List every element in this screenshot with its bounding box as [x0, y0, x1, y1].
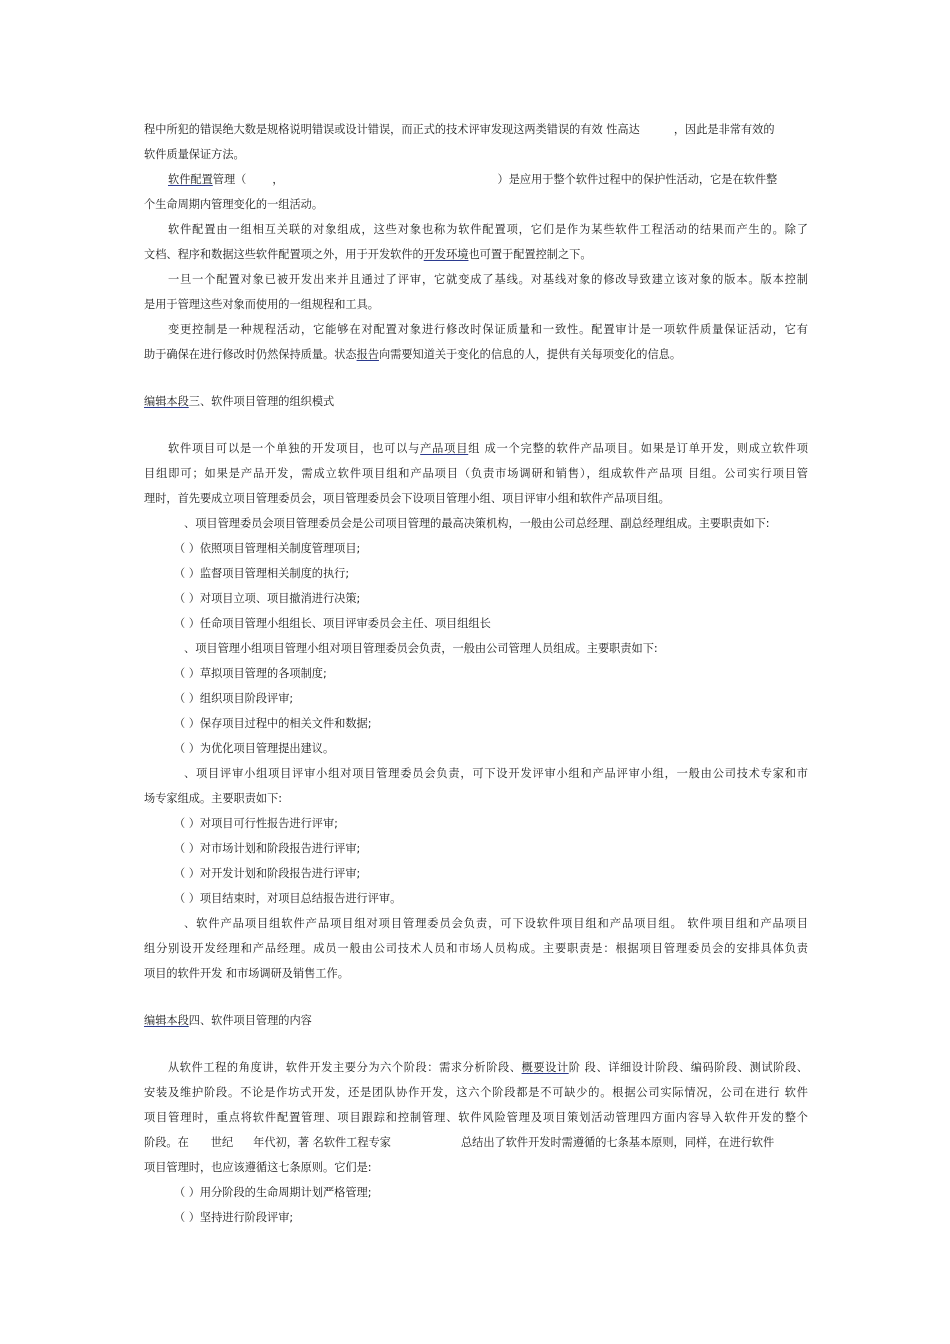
text-run: ，因此是非常有效的 — [673, 123, 775, 136]
list-item: （ ）项目结束时，对项目总结报告进行评审。 — [174, 892, 402, 905]
list-item: （ ）组织项目阶段评审; — [174, 692, 294, 705]
text-run: 助于确保在进行修改时仍然保持质量。状态 — [144, 348, 357, 361]
list-item: （ ）任命项目管理小组组长、项目评审委员会主任、项目组组长 — [174, 617, 491, 630]
paragraph-line — [168, 1060, 808, 1076]
text-run: 总结出了软件开发时需遵循的七条基本原则，同样，在进行软件 — [460, 1136, 775, 1149]
list-item: （ ）对项目立项、项目撤消进行决策; — [174, 592, 361, 605]
paragraph-line: 组分别设开发经理和产品经理。成员一般由公司技术人员和市场人员构成。主要职责是：根据项目管理委员会的安排具体负责 — [144, 942, 808, 955]
list-item: （ ）保存项目过程中的相关文件和数据; — [174, 717, 372, 730]
section-title: 四、软件项目管理的内容 — [188, 1014, 312, 1027]
text-run: 文档、程序和数据这些软件配置项之外，用于开发软件的 — [144, 248, 424, 261]
text-run: ）是应用于整个软件过程中的保护性活动，它是在软件整 — [497, 173, 778, 186]
text-run: 阶 段、详细设计阶段、编码阶段、测试阶段、 — [568, 1061, 808, 1074]
paragraph-line: 项目管理时，重点将软件配置管理、项目跟踪和控制管理、软件风险管理及项目策划活动管理四方面内容导入软件开发的整个 — [144, 1111, 808, 1124]
paragraph-line: 场专家组成。主要职责如下: — [144, 792, 283, 805]
subsection-heading: 、项目管理小组项目管理小组对项目管理委员会负责，一般由公司管理人员组成。主要职责如下: — [184, 642, 658, 655]
list-item: （ ）监督项目管理相关制度的执行; — [174, 567, 350, 580]
edit-section-link[interactable]: 编辑本段 — [144, 395, 189, 408]
paragraph-line — [144, 347, 808, 363]
paragraph-line — [168, 172, 808, 188]
paragraph-line: 项目管理时，也应该遵循这七条原则。它们是: — [144, 1161, 372, 1174]
text-run: 从软件工程的角度讲，软件开发主要分为六个阶段：需求分析阶段、 — [168, 1061, 522, 1074]
list-item: （ ）坚持进行阶段评审; — [174, 1211, 294, 1224]
text-run: 也可置于配置控制之下。 — [468, 248, 592, 261]
paragraph-line — [168, 441, 808, 457]
outline-design-link[interactable]: 概要设计 — [521, 1061, 569, 1074]
paragraph-line: 安装及维护阶段。不论是作坊式开发，还是团队协作开发，这六个阶段都是不可缺少的。根据公司实际情况，公司在进行 软件 — [144, 1086, 808, 1099]
text-run: 程中所犯的错误绝大数是规格说明错误或设计错误，而正式的技术评审发现这两类错误的有效 性高达 — [144, 123, 640, 136]
subsection-heading: 、项目管理委员会项目管理委员会是公司项目管理的最高决策机构，一般由公司总经理、副总经理组成。主要职责如下: — [184, 517, 770, 530]
list-item: （ ）对市场计划和阶段报告进行评审; — [174, 842, 361, 855]
section-title: 三、软件项目管理的组织模式 — [188, 395, 335, 408]
text-run: ， — [272, 173, 284, 186]
section-heading — [144, 394, 808, 410]
paragraph-line: 项目的软件开发 和市场调研及销售工作。 — [144, 967, 349, 980]
text-run: 世纪 — [210, 1136, 234, 1149]
paragraph-line: 一旦一个配置对象已被开发出来并且通过了评审，它就变成了基线。对基线对象的修改导致建立该对象的版本。版本控制 — [168, 273, 808, 286]
paragraph-line — [144, 197, 808, 213]
text-run: 个生命周期内管理变化的一组活动。 — [144, 198, 324, 211]
edit-section-link[interactable]: 编辑本段 — [144, 1014, 189, 1027]
list-item: （ ）为优化项目管理提出建议。 — [174, 742, 335, 755]
paragraph-line: 变更控制是一种规程活动，它能够在对配置对象进行修改时保证质量和一致性。配置审计是一项软件质量保证活动，它有 — [168, 323, 808, 336]
dev-environment-link[interactable]: 开发环境 — [423, 248, 469, 261]
paragraph-line: 是用于管理这些对象而使用的一组规程和工具。 — [144, 298, 379, 311]
text-run: 软件质量保证方法。 — [144, 148, 245, 161]
paragraph-line — [144, 1135, 808, 1151]
report-link[interactable]: 报告 — [356, 348, 379, 361]
paragraph-line: 理时，首先要成立项目管理委员会，项目管理委员会下设项目管理小组、项目评审小组和软件产品项目组。 — [144, 492, 670, 505]
software-config-link[interactable]: 软件配置 — [168, 173, 213, 186]
paragraph-line — [144, 247, 808, 263]
list-item: （ ）对项目可行性报告进行评审; — [174, 817, 338, 830]
text-run: 阶段。在 — [144, 1136, 189, 1149]
text-run: 组 成一个完整的软件产品项目。如果是订单开发，则成立软件项 — [468, 442, 808, 455]
paragraph-line: 软件配置由一组相互关联的对象组成，这些对象也称为软件配置项，它们是作为某些软件工程活动的结果而产生的。除了 — [168, 223, 808, 236]
paragraph-line — [144, 147, 808, 163]
paragraph-line — [144, 122, 808, 138]
subsection-heading: 、项目评审小组项目评审小组对项目管理委员会负责，可下设开发评审小组和产品评审小组，一般由公司技术专家和市 — [184, 767, 808, 780]
list-item: （ ）依照项目管理相关制度管理项目; — [174, 542, 361, 555]
paragraph-line: 目组即可；如果是产品开发，需成立软件项目组和产品项目（负责市场调研和销售），组成软件产品项 目组。公司实行项目管 — [144, 467, 808, 480]
text-run: 管理（ — [212, 173, 247, 186]
section-heading — [144, 1013, 808, 1029]
list-item: （ ）用分阶段的生命周期计划严格管理; — [174, 1186, 372, 1199]
text-run: 软件项目可以是一个单独的开发项目，也可以与 — [168, 442, 421, 455]
product-project-link[interactable]: 产品项目 — [420, 442, 469, 455]
text-run: 向需要知道关于变化的信息的人，提供有关每项变化的信息。 — [378, 348, 682, 361]
list-item: （ ）草拟项目管理的各项制度; — [174, 667, 327, 680]
subsection-heading: 、软件产品项目组软件产品项目组对项目管理委员会负责，可下设软件项目组和产品项目组。 软件项目组和产品项目 — [184, 917, 808, 930]
text-run: 年代初，著 名软件工程专家 — [253, 1136, 391, 1149]
list-item: （ ）对开发计划和阶段报告进行评审; — [174, 867, 361, 880]
